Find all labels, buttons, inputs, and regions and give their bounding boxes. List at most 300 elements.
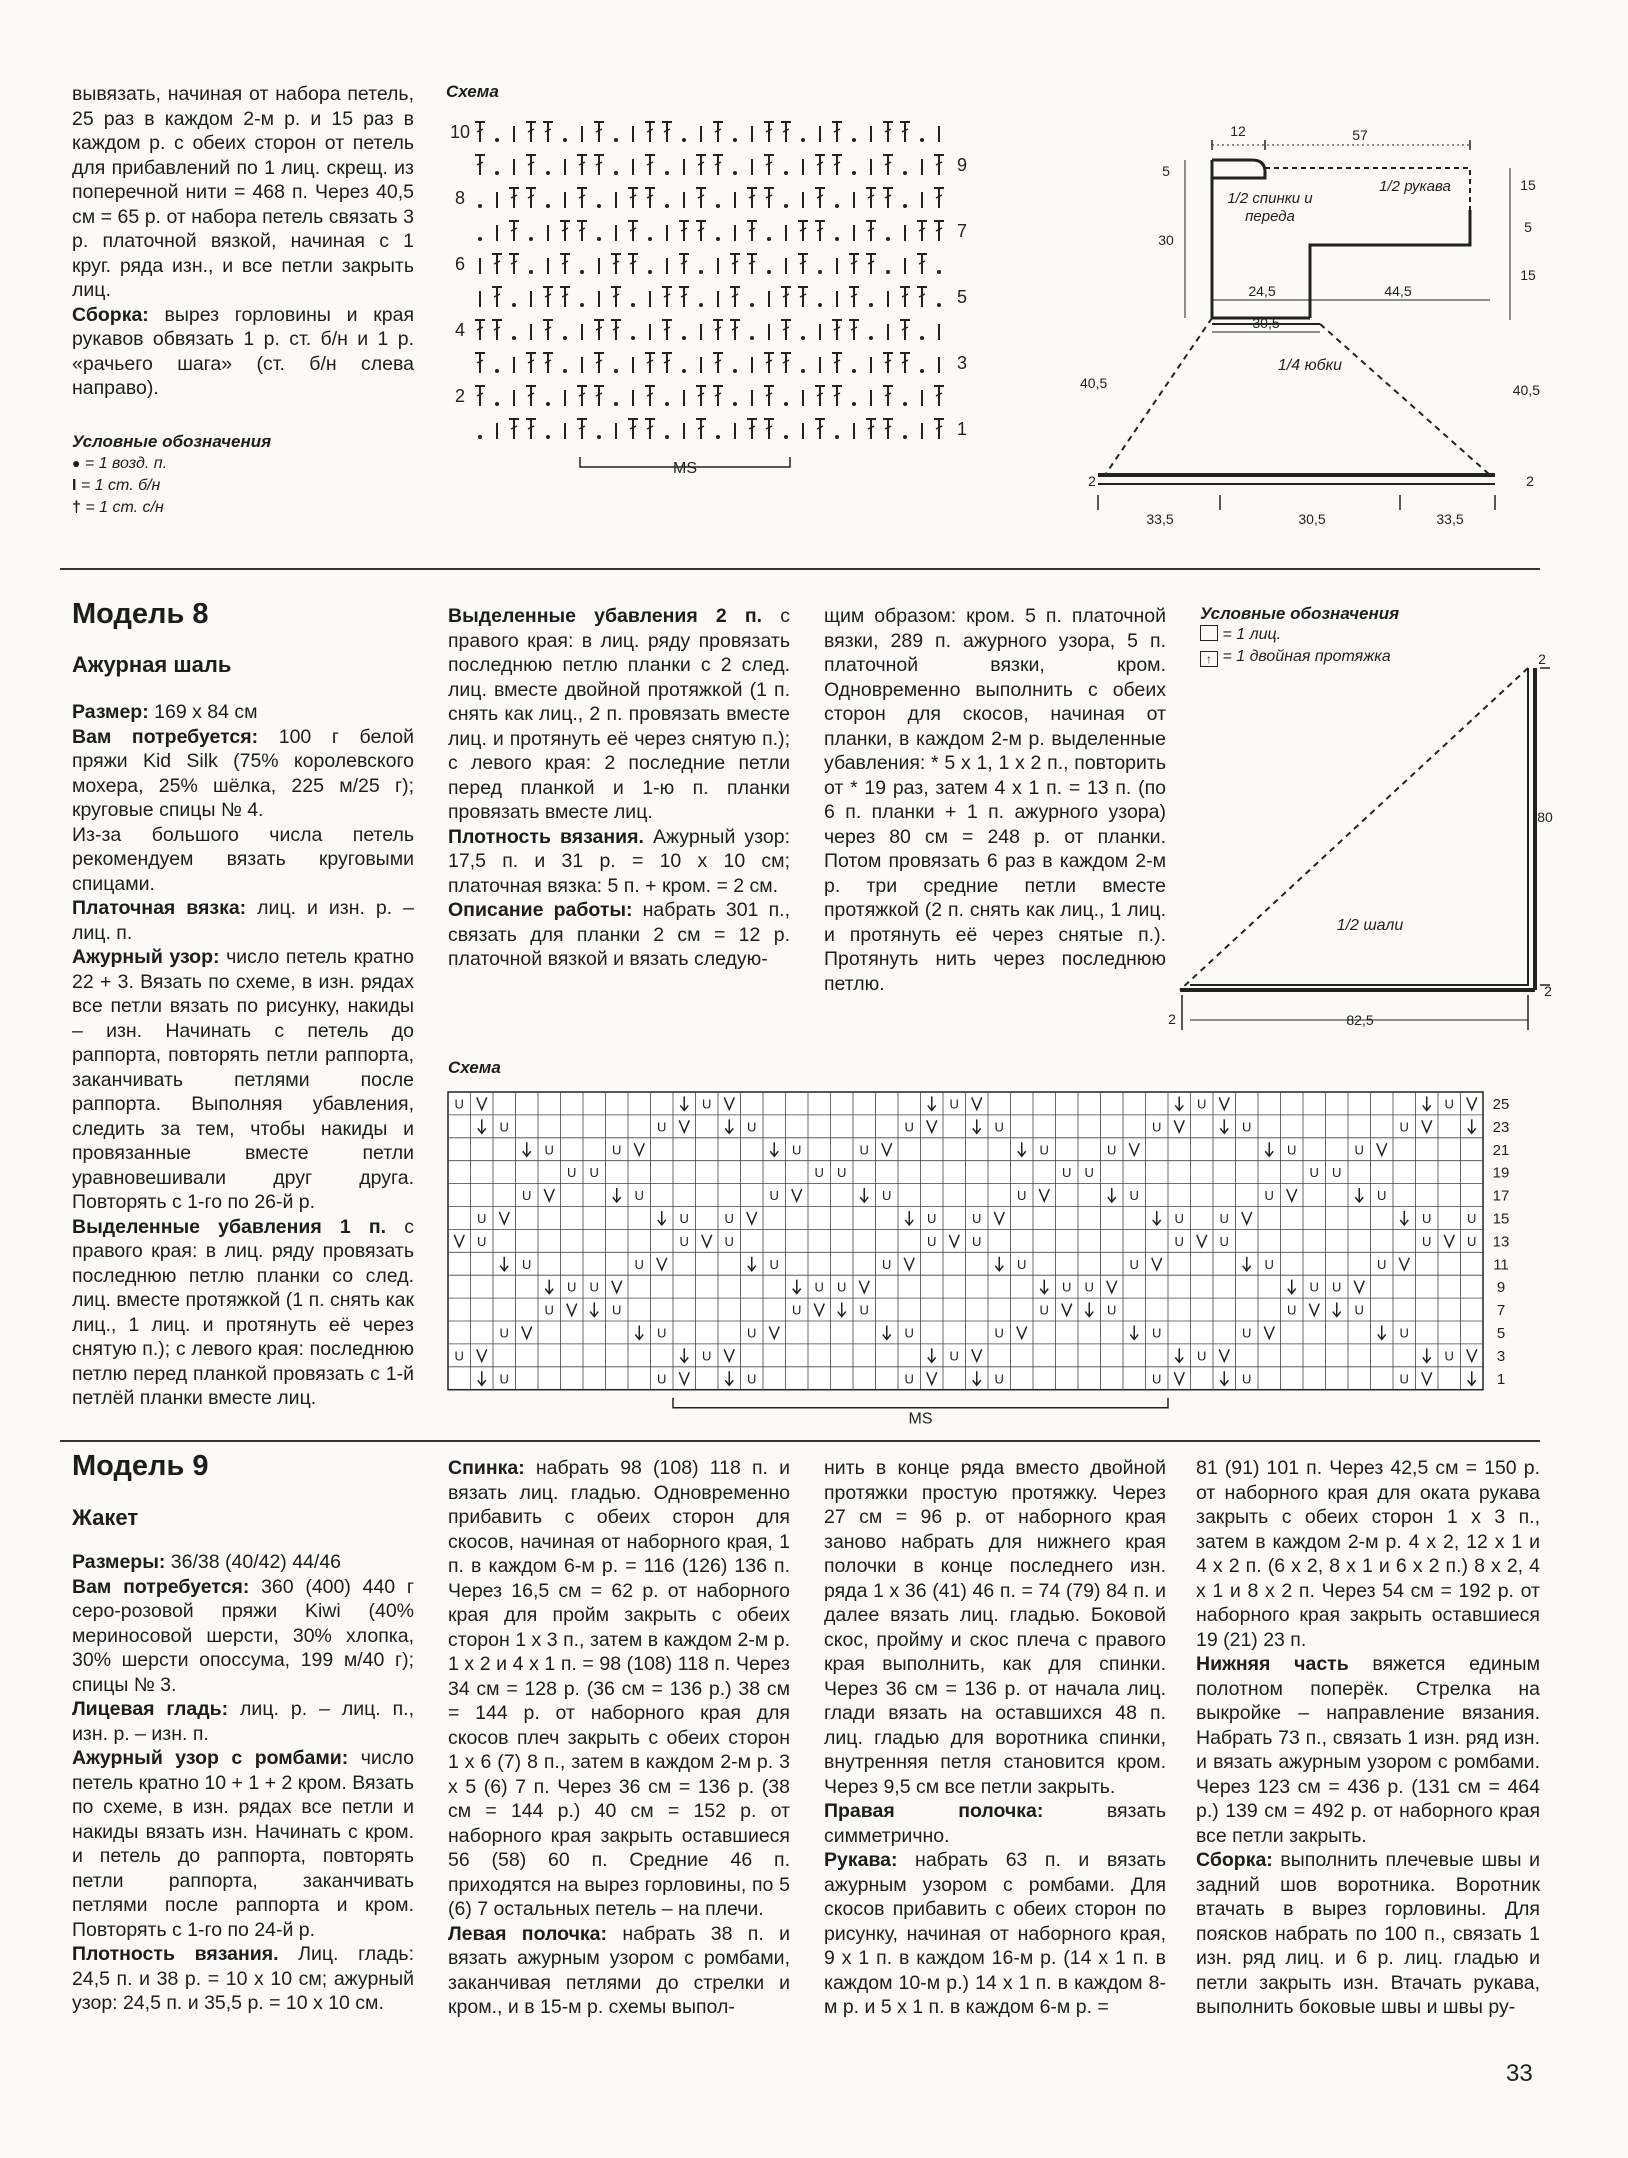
knit-scheme: [440, 1050, 1550, 1430]
paragraph-label: Выделенные убавления 2 п.: [448, 605, 763, 627]
model8-column-3: [824, 604, 1166, 996]
chain-stitch: [495, 369, 499, 373]
paragraph-text: вывязать, начиная от набора петель, 25 раз в каждом 2-м р. и 15 раз в каждом р. с обеих сторон от петель для прибавлений по 1 лиц. скрещ. из поперечной нити = 468 п. Через 40,5 см = 65 р. от набора петель связать 3 р. платочной вязкой, начиная с 1 круг. ряда изн., и все петли закрыть лиц.: [72, 83, 414, 301]
chain-stitch: [597, 237, 601, 241]
chain-stitch: [869, 303, 873, 307]
paragraph-text: нить в конце ряда вместо двойной протяжки простую протяжку. Через 27 см = 96 р. от наборного края заново набрать для нижнего края полочки в конце последнего изн. ряда 1 х 36 (41) 46 п. = 74 (79) 84 п. и далее вязать лиц. гладью. Боковой скос, пройму и скос плеча с правого края выполнить, как для спинки. Через 36 см = 136 р. от начала лиц. глади вязать на оставшихся 48 п. лиц. гладью для воротника спинки, внутренняя петля становится кром. Через 9,5 см все петли закрыть.: [824, 1457, 1166, 1798]
chain-stitch: [580, 303, 584, 307]
chain-stitch: [920, 369, 924, 373]
dim-5a: 5: [1162, 163, 1170, 179]
legend-sc: I = 1 ст. б/н: [72, 477, 161, 494]
chain-stitch: [903, 402, 907, 406]
top-legend-title: Условные обозначения: [72, 432, 272, 451]
paragraph-text: Ажурный узор: 17,5 п. и 31 р. = 10 х 10 см; платочная вязка: 5 п. + кром. = 2 см.: [448, 825, 790, 897]
scheme-row-label: 9: [956, 155, 968, 175]
yarn-over-symbol: U: [724, 1233, 734, 1249]
yarn-over-symbol: U: [1354, 1302, 1364, 1318]
yarn-over-symbol: U: [1062, 1279, 1072, 1295]
chain-stitch: [818, 303, 822, 307]
model8-title: Модель 8: [72, 598, 209, 630]
yarn-over-symbol: U: [1107, 1142, 1117, 1158]
chain-stitch: [784, 204, 788, 208]
yarn-over-symbol: U: [1152, 1371, 1162, 1387]
yarn-over-symbol: U: [499, 1371, 509, 1387]
crochet-scheme-label: Схема: [446, 82, 499, 101]
yarn-over-symbol: U: [994, 1325, 1004, 1341]
chain-stitch: [835, 237, 839, 241]
chain-stitch: [852, 369, 856, 373]
chain-stitch: [903, 435, 907, 439]
yarn-over-symbol: U: [567, 1165, 577, 1181]
yarn-over-symbol: U: [657, 1325, 667, 1341]
yarn-over-symbol: U: [1219, 1210, 1229, 1226]
jacket-pattern-svg: [1080, 110, 1540, 530]
knit-row-label: 25: [1492, 1096, 1510, 1113]
yarn-over-symbol: U: [702, 1348, 712, 1364]
paragraph-label: Описание работы:: [448, 899, 633, 921]
section-divider-1: [60, 568, 1540, 570]
knit-repeat-bracket: [673, 1398, 1168, 1408]
chain-stitch: [784, 435, 788, 439]
yarn-over-symbol: U: [1467, 1233, 1477, 1249]
chain-stitch: [546, 171, 550, 175]
knit-repeat-label: MS: [908, 1410, 933, 1428]
dim-2-left: 2: [1088, 473, 1096, 489]
scheme-row-label: 5: [956, 287, 968, 307]
paragraph-text: с правого края: в лиц. ряду провязать последнюю петлю планки с 2 след. лиц. вместе двойной протяжкой (1 п. снять как лиц., 2 п. провязать вместе лиц. и протянуть её через снятую п.); с левого края: 2 последние петли перед планкой и 1-ю п. планки провязать вместе лиц.: [448, 605, 790, 823]
chain-stitch: [546, 204, 550, 208]
yarn-over-symbol: U: [589, 1165, 599, 1181]
paragraph-text: 81 (91) 101 п. Через 42,5 см = 150 р. от наборного края для оката рукава закрыть с обеих сторон 1 х 3 п., затем в каждом 2-м р. 4 х 2, 12 х 1 и 4 х 2 п. (6 х 2, 8 х 1 и 6 х 2 п.) 8 х 2, 4 х 1 и 8 х 2 п. Через 54 см = 192 р. от наборного края закрыть оставшиеся 19 (21) 23 п.: [1196, 1457, 1540, 1651]
legend-double-decrease: ↑ = 1 двойная протяжка: [1200, 646, 1500, 668]
shawl-label: 1/2 шали: [1336, 917, 1404, 934]
paragraph-text: вяжется единым полотном поперёк. Стрелка на выкройке – направление вязания. Набрать 73 п., связать 1 изн. ряд изн. и вязать ажурным узором с ромбами. Через 123 см = 436 р. (131 см = 464 р.) 139 см = 492 р. от наборного края все петли закрыть.: [1196, 1653, 1540, 1847]
yarn-over-symbol: U: [747, 1119, 757, 1135]
scheme-row-label: 1: [956, 419, 968, 439]
chain-stitch: [835, 204, 839, 208]
knit-row-label: 11: [1493, 1256, 1509, 1274]
label-back-front: 1/2 спинки и переда: [1227, 190, 1313, 225]
dim-15b: 15: [1520, 267, 1536, 283]
yarn-over-symbol: U: [454, 1348, 464, 1364]
yarn-over-symbol: U: [1242, 1371, 1252, 1387]
chain-stitch: [614, 369, 618, 373]
paragraph-label: Плотность вязания.: [72, 1943, 279, 1965]
knit-row-label: 23: [1492, 1118, 1510, 1136]
dim-neck: 12: [1230, 123, 1246, 139]
yarn-over-symbol: U: [972, 1210, 982, 1226]
yarn-over-symbol: U: [522, 1256, 532, 1272]
top-text-column: [72, 82, 414, 401]
yarn-over-symbol: U: [1287, 1142, 1297, 1158]
paragraph: [1196, 1848, 1540, 2020]
yarn-over-symbol: U: [859, 1142, 869, 1158]
shawl-dim-width: 82,5: [1346, 1012, 1374, 1028]
paragraph: [72, 945, 414, 1215]
chain-stitch: [563, 369, 567, 373]
shawl-mark-top: 2: [1538, 651, 1546, 667]
chain-stitch: [733, 402, 737, 406]
paragraph-text: число петель кратно 22 + 3. Вязать по схеме, в изн. рядах все петли вязать по рисунку, накиды – изн. Начинать с петель до раппорта, повторять петли раппорта, заканчивать петлями после раппорта. Выполняя убавления, следить за тем, чтобы накиды и провязанные вместе петли уравновешивали друг друга. Повторять с 1-го по 26-й р.: [72, 946, 414, 1213]
yarn-over-symbol: U: [1174, 1210, 1184, 1226]
knit-row-label: 19: [1492, 1164, 1510, 1182]
chain-stitch: [920, 336, 924, 340]
chain-stitch: [852, 138, 856, 142]
chain-stitch: [835, 435, 839, 439]
chain-stitch: [818, 270, 822, 274]
yarn-over-symbol: U: [1399, 1119, 1409, 1135]
paragraph-label: Плотность вязания.: [448, 825, 644, 848]
dim-40-5-right: 40,5: [1512, 382, 1540, 398]
paragraph-label: Размеры:: [72, 1551, 166, 1573]
paragraph: [72, 82, 414, 303]
paragraph-label: Вам потребуется:: [72, 1575, 250, 1598]
paragraph-text: с правого края: в лиц. ряду провязать последнюю петлю планки со след. лиц. вместе протяжкой (1 п. снять как лиц., 1 лиц. и протянуть её через снятую п.); с левого края: последнюю петлю перед планкой провязать с 1-й петлёй планки вместе лиц.: [72, 1215, 414, 1409]
yarn-over-symbol: U: [657, 1119, 667, 1135]
jacket-pattern: [1080, 110, 1540, 530]
model9-column-4: [1196, 1456, 1540, 2020]
chain-stitch: [580, 270, 584, 274]
yarn-over-symbol: U: [1107, 1302, 1117, 1318]
yarn-over-symbol: U: [679, 1233, 689, 1249]
chain-stitch: [665, 402, 669, 406]
paragraph-label: Спинка:: [448, 1457, 525, 1479]
chain-stitch: [920, 138, 924, 142]
chain-stitch: [614, 402, 618, 406]
yarn-over-symbol: U: [1174, 1233, 1184, 1249]
paragraph-text: вязать симметрично.: [824, 1800, 1166, 1847]
dim-5b: 5: [1524, 219, 1532, 235]
scheme-row-label: 4: [454, 320, 466, 340]
model9-column-3: [824, 1456, 1166, 2020]
scheme-repeat-label: MS: [673, 460, 697, 477]
yarn-over-symbol: U: [1197, 1096, 1207, 1112]
knit-chart: [440, 1050, 1550, 1430]
yarn-over-symbol: U: [1152, 1119, 1162, 1135]
chain-stitch: [665, 435, 669, 439]
chain-stitch: [614, 138, 618, 142]
yarn-over-symbol: U: [1354, 1142, 1364, 1158]
yarn-over-symbol: U: [499, 1325, 509, 1341]
yarn-over-symbol: U: [904, 1371, 914, 1387]
paragraph: [72, 1550, 414, 1575]
chain-stitch: [937, 303, 941, 307]
chain-stitch: [631, 303, 635, 307]
shawl-dim-height: 80: [1537, 809, 1553, 825]
paragraph: [72, 700, 414, 725]
chain-stitch: [699, 270, 703, 274]
chain-stitch: [801, 138, 805, 142]
paragraph-text: число петель кратно 10 + 1 + 2 кром. Вязать по схеме, в изн. рядах все петли и накиды вязать изн. Начинать с кром. и петель до раппорта, повторять петли раппорта, заканчивать петлями после раппорта и кром. Повторять с 1-го по 24-й р.: [72, 1747, 414, 1941]
chain-stitch: [903, 171, 907, 175]
yarn-over-symbol: U: [949, 1096, 959, 1112]
paragraph: [1196, 1652, 1540, 1848]
chain-stitch: [716, 204, 720, 208]
chain-stitch: [682, 336, 686, 340]
paragraph-label: Сборка:: [72, 303, 149, 326]
chain-stitch: [682, 138, 686, 142]
paragraph-text: лиц. и изн. р. – лиц. п.: [72, 897, 415, 944]
yarn-over-symbol: U: [1197, 1348, 1207, 1364]
paragraph: [824, 1799, 1166, 1848]
paragraph: [72, 1215, 414, 1411]
chain-stitch: [801, 369, 805, 373]
paragraph-text: набрать 301 п., связать для планки 2 см = 12 р. платочной вязкой и вязать следую-: [448, 899, 790, 970]
paragraph: [448, 1456, 790, 1922]
paragraph-label: Ажурный узор с ромбами:: [72, 1747, 349, 1769]
paragraph-label: Рукава:: [824, 1849, 898, 1871]
paragraph-text: лиц. р. – лиц. п., изн. р. – изн. п.: [72, 1698, 414, 1745]
yarn-over-symbol: U: [1264, 1188, 1274, 1204]
paragraph-label: Выделенные убавления 1 п.: [72, 1215, 387, 1238]
yarn-over-symbol: U: [1039, 1142, 1049, 1158]
chain-stitch: [495, 171, 499, 175]
chain-stitch: [699, 303, 703, 307]
chain-stitch: [852, 171, 856, 175]
page-number: 33: [1506, 2060, 1533, 2087]
paragraph-label: Ажурный узор:: [72, 946, 220, 968]
model8-legend-title: Условные обозначения: [1200, 604, 1400, 623]
paragraph: [72, 303, 414, 401]
scheme-row-label: 7: [956, 221, 968, 241]
yarn-over-symbol: U: [1129, 1188, 1139, 1204]
yarn-over-symbol: U: [1219, 1233, 1229, 1249]
chain-stitch: [801, 336, 805, 340]
chain-stitch: [495, 402, 499, 406]
model8-column-1: [72, 700, 414, 1411]
chain-stitch: [937, 270, 941, 274]
model9-title: Модель 9: [72, 1450, 209, 1482]
chain-stitch: [546, 435, 550, 439]
paragraph-text: Из-за большого числа петель рекомендуем вязать круговыми спицами.: [72, 823, 414, 895]
scheme-row-label: 8: [454, 188, 466, 208]
yarn-over-symbol: U: [1422, 1210, 1432, 1226]
dim-15a: 15: [1520, 177, 1536, 193]
paragraph-label: Вам потребуется:: [72, 725, 259, 748]
yarn-over-symbol: U: [1332, 1279, 1342, 1295]
chain-stitch: [784, 402, 788, 406]
top-legend: [72, 432, 332, 519]
paragraph: [72, 725, 414, 823]
paragraph: [448, 898, 790, 972]
paragraph: [1196, 1456, 1540, 1652]
paragraph: [72, 823, 414, 897]
paragraph-label: Левая полочка:: [448, 1922, 607, 1945]
yarn-over-symbol: U: [634, 1256, 644, 1272]
knit-row-label: 15: [1492, 1210, 1510, 1228]
chain-stitch: [478, 237, 482, 241]
paragraph: [824, 1848, 1166, 2020]
yarn-over-symbol: U: [949, 1348, 959, 1364]
paragraph: [72, 1942, 414, 2016]
yarn-over-symbol: U: [1444, 1096, 1454, 1112]
yarn-over-symbol: U: [1062, 1165, 1072, 1181]
paragraph: [72, 1697, 414, 1746]
scheme-row-label: 3: [956, 353, 968, 373]
yarn-over-symbol: U: [814, 1279, 824, 1295]
label-skirt: 1/4 юбки: [1277, 357, 1343, 374]
chain-stitch: [733, 171, 737, 175]
paragraph-text: набрать 38 п. и вязать ажурным узором с ромбами, заканчивая петлями до стрелки и кром., и в 15-м р. схемы выпол-: [448, 1922, 791, 2018]
legend-chain: ● = 1 возд. п.: [72, 455, 168, 472]
paragraph: [448, 825, 790, 899]
yarn-over-symbol: U: [634, 1188, 644, 1204]
yarn-over-symbol: U: [1129, 1256, 1139, 1272]
knit-row-label: 5: [1496, 1325, 1506, 1342]
chain-stitch: [784, 171, 788, 175]
dim-44-5: 44,5: [1384, 283, 1412, 299]
paragraph-text: 360 (400) 440 г серо-розовой пряжи Kiwi (40% мериносовой шерсти, 30% хлопка, 30% шерсти опоссума, 199 м/40 г); спицы № 3.: [72, 1575, 414, 1696]
yarn-over-symbol: U: [477, 1233, 487, 1249]
yarn-over-symbol: U: [544, 1142, 554, 1158]
paragraph-label: Сборка:: [1196, 1849, 1273, 1871]
yarn-over-symbol: U: [882, 1188, 892, 1204]
knit-row-label: 17: [1492, 1187, 1510, 1205]
chain-stitch: [682, 369, 686, 373]
knit-scheme-label: Схема: [448, 1058, 501, 1077]
chain-stitch: [665, 204, 669, 208]
paragraph-label: Нижняя часть: [1196, 1653, 1349, 1675]
chain-stitch: [903, 204, 907, 208]
shawl-mark-bottom-left: 2: [1168, 1011, 1176, 1027]
scheme-row-label: 6: [454, 254, 466, 274]
yarn-over-symbol: U: [522, 1188, 532, 1204]
chain-stitch: [614, 171, 618, 175]
yarn-over-symbol: U: [477, 1210, 487, 1226]
paragraph-text: Лиц. гладь: 24,5 п. и 38 р. = 10 х 10 см; ажурный узор: 24,5 п. и 35,5 р. = 10 х 10 см.: [72, 1943, 414, 2014]
chain-stitch: [750, 303, 754, 307]
yarn-over-symbol: U: [769, 1188, 779, 1204]
chain-stitch: [750, 336, 754, 340]
paragraph: [824, 1456, 1166, 1799]
shawl-mark-bottom-right: 2: [1544, 983, 1552, 999]
chain-stitch: [478, 435, 482, 439]
chain-stitch: [648, 270, 652, 274]
yarn-over-symbol: U: [1287, 1302, 1297, 1318]
yarn-over-symbol: U: [994, 1371, 1004, 1387]
section-divider-2: [60, 1440, 1540, 1442]
paragraph: [72, 1575, 414, 1698]
yarn-over-symbol: U: [567, 1279, 577, 1295]
yarn-over-symbol: U: [1332, 1165, 1342, 1181]
chain-stitch: [869, 336, 873, 340]
label-sleeve: 1/2 рукава: [1379, 178, 1451, 195]
knit-row-label: 3: [1496, 1347, 1506, 1365]
paragraph: [448, 604, 790, 825]
dim-2-right: 2: [1526, 473, 1534, 489]
chain-stitch: [886, 237, 890, 241]
shawl-diagram: [1160, 650, 1553, 1050]
dim-33-5-right: 33,5: [1436, 511, 1464, 527]
paragraph-label: Размер:: [72, 701, 149, 723]
scheme-row-label: 2: [454, 386, 466, 406]
paragraph-text: щим образом: кром. 5 п. платочной вязки, 289 п. ажурного узора, 5 п. платочной вязки, кром. Одновременно выполнить с обеих сторон для скосов, начиная от планки, в каждом 2-м р. выделенные убавления: * 5 х 1, 1 х 2 п., повторить от * 19 раз, затем 4 х 1 п. = 13 п. (по 6 п. планки + 1 п. ажурного узора) через 80 см = 248 р. от планки. Потом провязать 6 раз в каждом 2-м р. три средние петли вместе протяжкой (2 п. снять как лиц., 1 лиц. и протянуть её через снятые п.). Протянуть нить через последнюю петлю.: [824, 605, 1166, 995]
chain-stitch: [512, 336, 516, 340]
yarn-over-symbol: U: [499, 1119, 509, 1135]
chain-stitch: [665, 171, 669, 175]
yarn-over-symbol: U: [679, 1210, 689, 1226]
paragraph-label: Платочная вязка:: [72, 897, 247, 919]
chain-stitch: [529, 237, 533, 241]
model9-column-1: [72, 1550, 414, 2016]
paragraph: [448, 1922, 790, 2020]
yarn-over-symbol: U: [859, 1302, 869, 1318]
yarn-over-symbol: U: [1152, 1325, 1162, 1341]
paragraph-text: набрать 63 п. и вязать ажурным узором с ромбами. Для скосов прибавить с обеих сторон по рисунку, начиная от наборного края, 9 х 1 п. в каждом 16-м р. (14 х 1 п. в каждом 10-м р.) 14 х 1 п. в каждом 8-м р. и 5 х 1 п. в каждом 6-м р. =: [824, 1849, 1166, 2018]
yarn-over-symbol: U: [994, 1119, 1004, 1135]
chain-stitch: [563, 138, 567, 142]
yarn-over-symbol: U: [1039, 1302, 1049, 1318]
yarn-over-symbol: U: [1017, 1256, 1027, 1272]
chain-stitch: [631, 336, 635, 340]
chain-stitch: [716, 237, 720, 241]
dim-30-5-bottom: 30,5: [1298, 511, 1326, 527]
yarn-over-symbol: U: [1377, 1256, 1387, 1272]
paragraph: [824, 604, 1166, 996]
chain-stitch: [767, 270, 771, 274]
yarn-over-symbol: U: [792, 1302, 802, 1318]
chain-stitch: [767, 237, 771, 241]
yarn-over-symbol: U: [837, 1279, 847, 1295]
knit-row-label: 13: [1492, 1233, 1510, 1251]
shawl-svg: [1160, 650, 1553, 1050]
chain-stitch: [478, 204, 482, 208]
scheme-row-label: 10: [449, 122, 471, 142]
yarn-over-symbol: U: [904, 1119, 914, 1135]
yarn-over-symbol: U: [927, 1210, 937, 1226]
chain-stitch: [886, 270, 890, 274]
paragraph-text: вырез горловины и края рукавов обвязать 1 р. ст. б/н и 1 р. «рачьего шага» (ст. б/н слева направо).: [72, 303, 414, 399]
legend-dc: † = 1 ст. с/н: [72, 499, 164, 516]
dim-sleeve-length: 57: [1352, 127, 1368, 143]
yarn-over-symbol: U: [1242, 1325, 1252, 1341]
chain-stitch: [716, 435, 720, 439]
paragraph-text: набрать 98 (108) 118 п. и вязать лиц. гладью. Одновременно прибавить с обеих сторон для скосов, начиная от наборного края, 1 п. в каждом 6-м р. = 116 (126) 136 п. Через 16,5 см = 62 р. от наборного края для пройм закрыть с обеих сторон 1 х 3 п., затем в каждом 2-м р. 1 х 2 и 4 х 1 п. = 98 (108) 118 п. Через 34 см = 128 р. (36 см = 136 р.) 38 см = 144 р. от наборного края для скосов плеч закрыть с обеих сторон 1 х 6 (7) 8 п., затем в каждом 2-м р. 3 х 5 (6) 7 п. Через 36 см = 136 р. (38 см = 144 р.) 40 см = 152 р. от наборного края закрыть оставшиеся 56 (58) 60 п. Средние 46 п. приходятся на вырез горловины, по 5 (6) 7 остальных петель – на плечи.: [448, 1457, 790, 1920]
model8-subtitle: Ажурная шаль: [72, 652, 232, 677]
chain-stitch: [597, 204, 601, 208]
yarn-over-symbol: U: [792, 1142, 802, 1158]
yarn-over-symbol: U: [612, 1142, 622, 1158]
legend-knit: = 1 лиц.: [1200, 624, 1500, 646]
knit-row-label: 7: [1496, 1302, 1506, 1320]
yarn-over-symbol: U: [769, 1256, 779, 1272]
chain-stitch: [733, 138, 737, 142]
yarn-over-symbol: U: [724, 1210, 734, 1226]
crochet-scheme: [440, 82, 980, 522]
yarn-over-symbol: U: [882, 1256, 892, 1272]
dim-33-5-left: 33,5: [1146, 511, 1174, 527]
knit-row-label: 21: [1492, 1141, 1510, 1159]
yarn-over-symbol: U: [1309, 1279, 1319, 1295]
crochet-chart: [440, 82, 980, 522]
paragraph-text: 100 г белой пряжи Kid Silk (75% королевского мохера, 25% шёлка, 225 м/25 г); круговые спицы № 4.: [72, 725, 414, 821]
yarn-over-symbol: U: [904, 1325, 914, 1341]
chain-stitch: [648, 237, 652, 241]
yarn-over-symbol: U: [454, 1096, 464, 1112]
model9-column-2: [448, 1456, 790, 2020]
knit-row-label: 9: [1496, 1279, 1506, 1297]
yarn-over-symbol: U: [927, 1233, 937, 1249]
paragraph-text: 36/38 (40/42) 44/46: [165, 1551, 342, 1573]
yarn-over-symbol: U: [589, 1279, 599, 1295]
yarn-over-symbol: U: [814, 1165, 824, 1181]
yarn-over-symbol: U: [1017, 1188, 1027, 1204]
paragraph-text: 169 х 84 см: [148, 701, 258, 723]
dim-30: 30: [1158, 232, 1174, 248]
yarn-over-symbol: U: [1084, 1165, 1094, 1181]
yarn-over-symbol: U: [837, 1165, 847, 1181]
yarn-over-symbol: U: [1242, 1119, 1252, 1135]
